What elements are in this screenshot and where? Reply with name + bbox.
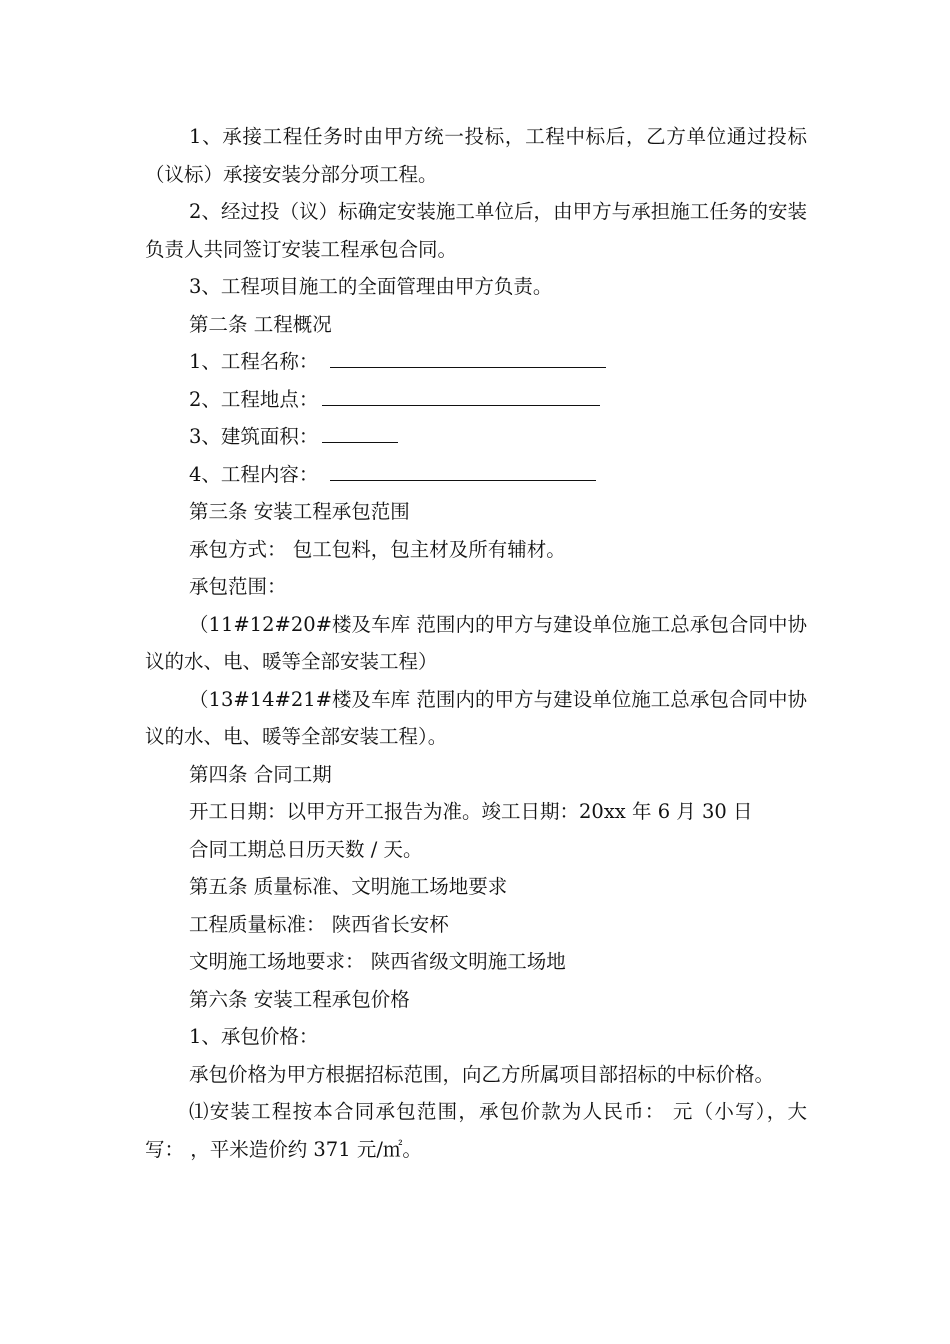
paragraph-price-label: 1、承包价格：: [189, 1025, 319, 1048]
section-heading-article-2: 第二条 工程概况: [189, 312, 332, 336]
paragraph-start-date: 开工日期：以甲方开工报告为准。竣工日期：20xx 年 6 月 30 日: [189, 800, 753, 823]
blank-line: [330, 345, 606, 368]
section-heading-article-3: 第三条 安装工程承包范围: [189, 500, 410, 523]
field-project-content: [145, 456, 807, 494]
paragraph-price-amount: ⑴安装工程按本合同承包范围，承包价款为人民币： 元（小写），大写： ，平米造价约 371 元/㎡。: [145, 1100, 807, 1161]
paragraph-bidding-1: 1、承接工程任务时由甲方统一投标，工程中标后，乙方单位通过投标（议标）承接安装分部分项工程。: [145, 125, 807, 186]
blank-line: [322, 383, 600, 406]
paragraph-scope-2: （13#14#21#楼及车库 范围内的甲方与建设单位施工总承包合同中协议的水、电、暖等全部安装工程）。: [145, 687, 807, 748]
field-building-area: [145, 418, 807, 456]
document-body: [145, 118, 807, 1168]
paragraph-bidding-2: 2、经过投（议）标确定安装施工单位后，由甲方与承担施工任务的安装负责人共同签订安装工程承包合同。: [145, 200, 807, 261]
field-label: 2、工程地点：: [189, 387, 319, 411]
section-heading-article-4: 第四条 合同工期: [189, 762, 332, 786]
paragraph-scope-label: 承包范围：: [189, 575, 287, 598]
paragraph-total-days: 合同工期总日历天数 / 天。: [189, 837, 423, 861]
field-label: 3、建筑面积：: [189, 425, 319, 448]
paragraph-contract-mode: 承包方式： 包工包料，包主材及所有辅材。: [189, 537, 566, 561]
blank-line: [330, 458, 596, 481]
section-heading-article-6: 第六条 安装工程承包价格: [189, 987, 410, 1011]
paragraph-scope-1: （11#12#20#楼及车库 范围内的甲方与建设单位施工总承包合同中协议的水、电、暖等全部安装工程）: [145, 612, 807, 673]
section-heading-article-5: 第五条 质量标准、文明施工场地要求: [189, 875, 508, 898]
paragraph-quality-standard: 工程质量标准： 陕西省长安杯: [189, 912, 449, 936]
paragraph-price-description: 承包价格为甲方根据招标范围，向乙方所属项目部招标的中标价格。: [189, 1062, 775, 1086]
blank-line: [322, 420, 398, 443]
field-project-name: [145, 343, 807, 381]
field-label: 1、工程名称：: [189, 350, 319, 373]
paragraph-bidding-3: 3、工程项目施工的全面管理由甲方负责。: [189, 275, 553, 298]
paragraph-site-requirement: 文明施工场地要求： 陕西省级文明施工场地: [189, 950, 566, 973]
field-label: 4、工程内容：: [189, 462, 319, 486]
field-project-location: [145, 381, 807, 419]
